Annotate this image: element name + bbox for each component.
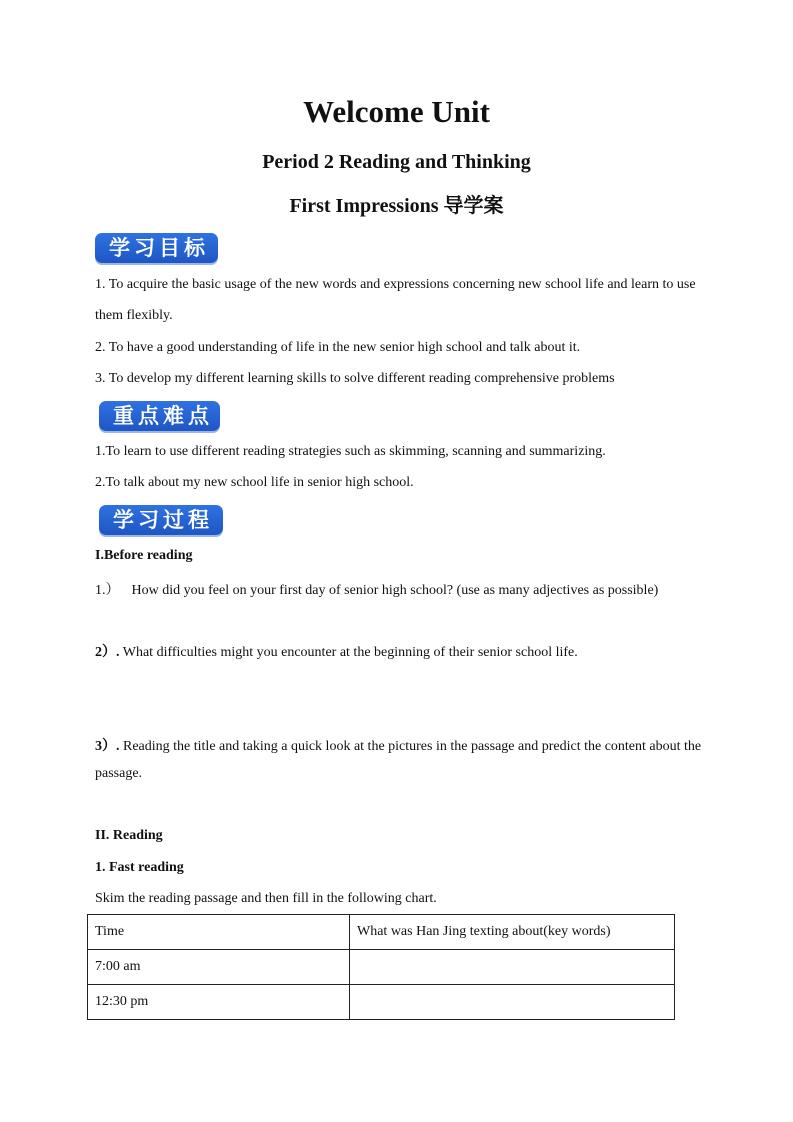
key-point-2: 2.To talk about my new school life in senior high school.: [95, 475, 414, 490]
lesson-subtitle: First Impressions 导学案: [289, 195, 504, 217]
process-badge: 学习过程: [99, 505, 223, 535]
table-row: [88, 985, 675, 1020]
question-3-text: Reading the title and taking a quick look at the pictures in the passage and predict the content about the: [123, 739, 702, 754]
row-time-cell: 12:30 pm: [88, 985, 350, 1020]
question-3: [95, 735, 701, 755]
question-3-line-2: passage.: [95, 766, 143, 781]
before-reading-heading: I.Before reading: [95, 548, 193, 563]
question-1: [95, 579, 658, 599]
question-2-number: 2）.: [95, 645, 120, 660]
header-time: Time: [88, 915, 350, 950]
chart-instruction: Skim the reading passage and then fill in the following chart.: [95, 891, 437, 906]
document-title: Welcome Unit: [303, 94, 490, 129]
row-answer-cell[interactable]: [350, 950, 675, 985]
fast-reading-heading: 1. Fast reading: [95, 860, 184, 875]
question-3-number: 3）.: [95, 739, 120, 754]
key-point-1: 1.To learn to use different reading strategies such as skimming, scanning and summarizing.: [95, 444, 606, 459]
reading-heading: II. Reading: [95, 828, 163, 843]
key-points-badge: 重点难点: [99, 401, 220, 431]
row-answer-cell[interactable]: [350, 985, 675, 1020]
period-subtitle: Period 2 Reading and Thinking: [262, 151, 531, 173]
objective-1-line-2: them flexibly.: [95, 308, 173, 323]
question-1-number: 1.）: [95, 583, 120, 598]
question-2-text: What difficulties might you encounter at the beginning of their senior school life.: [122, 645, 578, 660]
header-texting-about: What was Han Jing texting about(key words): [350, 915, 675, 950]
objective-2: 2. To have a good understanding of life in the new senior high school and talk about it.: [95, 340, 581, 355]
objective-3: 3. To develop my different learning skills to solve different reading comprehensive problems: [95, 371, 615, 386]
texting-chart: [87, 914, 675, 1020]
objectives-badge: 学习目标: [95, 233, 218, 263]
question-1-text: How did you feel on your first day of senior high school? (use as many adjectives as possible): [131, 583, 659, 598]
question-2: [95, 641, 578, 661]
objective-1-line-1: 1. To acquire the basic usage of the new words and expressions concerning new school life and learn to use: [95, 277, 696, 292]
table-header-row: [88, 915, 675, 950]
row-time-cell: 7:00 am: [88, 950, 350, 985]
table-row: [88, 950, 675, 985]
